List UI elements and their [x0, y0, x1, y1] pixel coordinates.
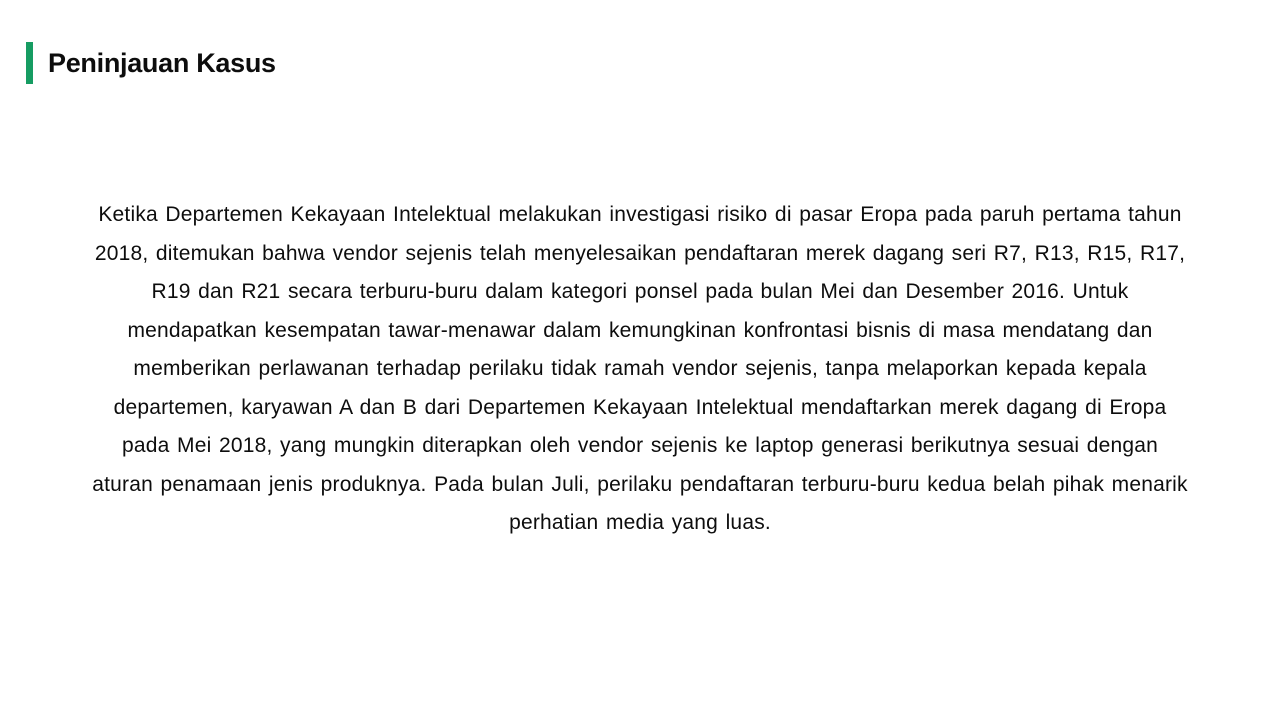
- slide-body-paragraph: Ketika Departemen Kekayaan Intelektual melakukan investigasi risiko di pasar Eropa pada paruh pertama tahun 2018, ditemukan bahwa vendor sejenis telah menyelesaikan pendaftaran merek dagang seri R7, R13, R15, R17, R19 dan R21 secara terburu-buru dalam kategori ponsel pada bulan Mei dan Desember 2016. Untuk mendapatkan kesempatan tawar-menawar dalam kemungkinan konfrontasi bisnis di masa mendatang dan memberikan perlawanan terhadap perilaku tidak ramah vendor sejenis, tanpa melaporkan kepada kepala departemen, karyawan A dan B dari Departemen Kekayaan Intelektual mendaftarkan merek dagang di Eropa pada Mei 2018, yang mungkin diterapkan oleh vendor sejenis ke laptop generasi berikutnya sesuai dengan aturan penamaan jenis produknya. Pada bulan Juli, perilaku pendaftaran terburu-buru kedua belah pihak menarik perhatian media yang luas.: [92, 203, 1188, 534]
- title-accent-bar: [26, 42, 33, 84]
- slide-title: Peninjauan Kasus: [48, 47, 276, 78]
- slide-header: [26, 42, 276, 84]
